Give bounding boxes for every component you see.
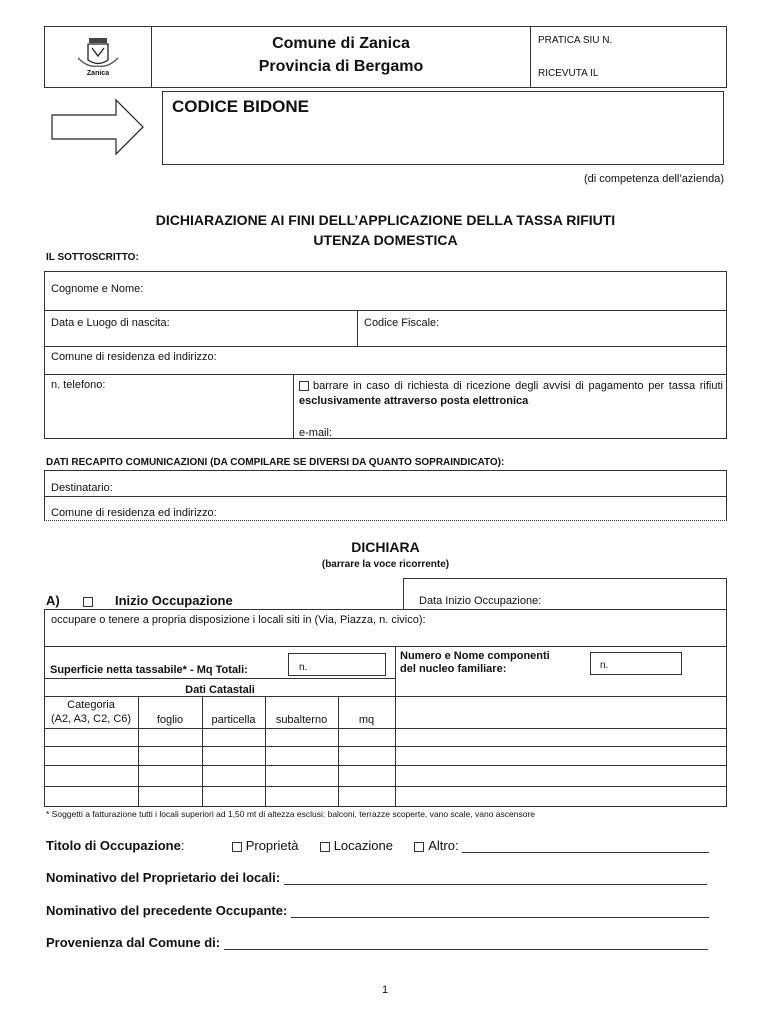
page-title [152, 32, 530, 78]
destinatario-field[interactable]: Destinatario: [51, 482, 113, 494]
col-categoria-line1: Categoria [67, 699, 115, 711]
title-comune: Comune di Zanica [272, 35, 410, 52]
altro-label: Altro: [428, 838, 459, 853]
nominativo-precedente-row [46, 903, 709, 918]
nominativo-proprietario-label: Nominativo del Proprietario dei locali: [46, 870, 281, 885]
col-particella: particella [211, 714, 256, 726]
titolo-occupazione-row [46, 838, 726, 853]
form-title [44, 210, 727, 250]
dichiara-title: DICHIARA [351, 539, 420, 555]
nucleo-label-line1: Numero e Nome componenti [400, 650, 550, 662]
pratica-label: PRATICA SIU N. [538, 35, 613, 46]
nominativo-proprietario-input[interactable] [284, 872, 707, 885]
nominativo-proprietario-row [46, 870, 707, 885]
section-a-letter: A) [46, 593, 60, 608]
recapito-residenza-field[interactable]: Comune di residenza ed indirizzo: [51, 507, 217, 519]
page-number: 1 [381, 984, 389, 996]
provenienza-label: Provenienza dal Comune di: [46, 935, 221, 950]
locazione-checkbox[interactable] [320, 842, 330, 852]
cognome-nome-field[interactable]: Cognome e Nome: [51, 283, 144, 295]
col-mq: mq [358, 714, 375, 726]
data-luogo-nascita-field[interactable]: Data e Luogo di nascita: [51, 317, 170, 329]
titolo-colon: : [180, 838, 185, 853]
footnote: * Soggetti a fatturazione tutti i locali superiori ad 1,50 mt di altezza esclusi: balconi, terrazze scoperte, vano scale, vano ascensore [46, 809, 536, 819]
data-inizio-field[interactable]: Data Inizio Occupazione: [419, 595, 542, 607]
title-provincia: Provincia di Bergamo [258, 58, 424, 75]
superficie-label: Superficie netta tassabile* - Mq Totali: [50, 664, 248, 676]
form-title-line1: DICHIARAZIONE AI FINI DELL’APPLICAZIONE DELLA TASSA RIFIUTI [155, 212, 616, 228]
nucleo-n: n. [600, 660, 609, 671]
section-a-title: Inizio Occupazione [114, 593, 233, 608]
codice-bidone-label: CODICE BIDONE [172, 97, 309, 116]
col-subalterno: subalterno [275, 714, 328, 726]
superficie-input[interactable] [288, 653, 386, 676]
col-foglio: foglio [156, 714, 184, 726]
proprieta-label: Proprietà [245, 838, 299, 853]
ricevuta-label: RICEVUTA IL [538, 68, 599, 79]
nucleo-label [400, 650, 550, 676]
codice-fiscale-field[interactable]: Codice Fiscale: [364, 317, 440, 329]
occupare-field[interactable]: occupare o tenere a propria disposizione i locali siti in (Via, Piazza, n. civico): [51, 614, 426, 626]
superficie-n: n. [299, 662, 308, 673]
provenienza-row [46, 935, 708, 950]
col-categoria [44, 698, 138, 726]
locazione-label: Locazione [333, 838, 393, 853]
logo-text: Zanica [86, 70, 110, 77]
section-a-heading [46, 593, 233, 608]
recapito-label: DATI RECAPITO COMUNICAZIONI (DA COMPILARE SE DIVERSI DA QUANTO SOPRAINDICATO): [46, 457, 505, 468]
section-a-checkbox[interactable] [83, 597, 93, 607]
email-option-checkbox[interactable] [299, 381, 309, 391]
nominativo-precedente-input[interactable] [291, 905, 709, 918]
dichiara-subtitle: (barrare la voce ricorrente) [321, 559, 450, 570]
titolo-label: Titolo di Occupazione [46, 838, 181, 853]
dati-catastali-label: Dati Catastali [185, 684, 255, 696]
nucleo-label-line2: del nucleo familiare: [400, 663, 507, 675]
codice-bidone-note: (di competenza dell’azienda) [583, 173, 724, 185]
provenienza-input[interactable] [224, 937, 708, 950]
municipal-crest-logo [70, 34, 126, 80]
nucleo-input[interactable] [590, 652, 682, 675]
telefono-field[interactable]: n. telefono: [51, 379, 106, 391]
section-a-table [44, 609, 727, 807]
nominativo-precedente-label: Nominativo del precedente Occupante: [46, 903, 288, 918]
email-option[interactable] [299, 379, 723, 409]
altro-input[interactable] [462, 840, 709, 853]
arrow-right-icon [50, 98, 146, 161]
form-title-line2: UTENZA DOMESTICA [313, 232, 458, 248]
email-option-bold: esclusivamente attraverso posta elettronica [299, 395, 529, 407]
email-field[interactable]: e-mail: [299, 427, 333, 439]
proprieta-checkbox[interactable] [232, 842, 242, 852]
altro-checkbox[interactable] [414, 842, 424, 852]
col-categoria-line2: (A2, A3, C2, C6) [50, 713, 132, 725]
email-option-text: barrare in caso di richiesta di ricezione degli avvisi di pagamento per tassa rifiuti [313, 380, 723, 392]
residenza-field[interactable]: Comune di residenza ed indirizzo: [51, 351, 217, 363]
sottoscritto-label: IL SOTTOSCRITTO: [46, 252, 139, 263]
